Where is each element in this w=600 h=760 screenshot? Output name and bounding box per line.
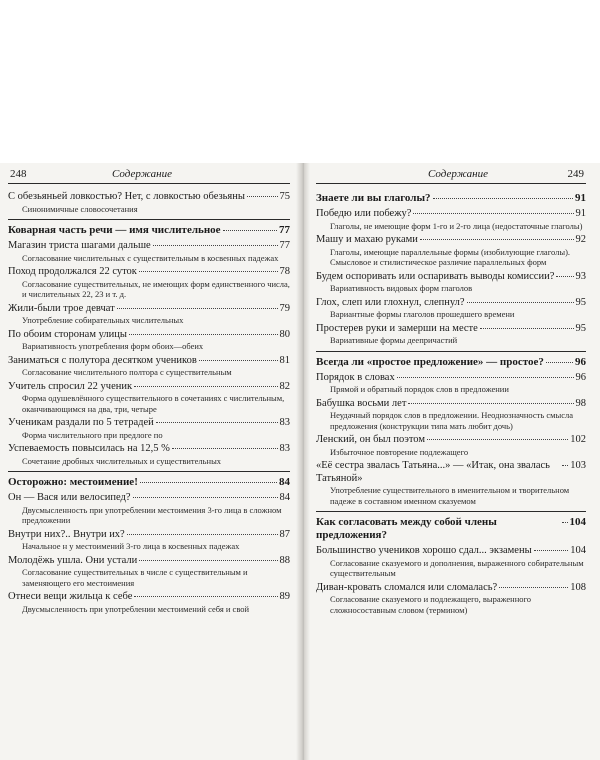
running-title-left: Содержание — [112, 168, 173, 180]
dot-leader — [534, 550, 569, 551]
toc-entry[interactable] — [316, 234, 586, 247]
toc-entry-page: 96 — [575, 355, 586, 368]
dot-leader — [134, 596, 277, 597]
toc-entry-page: 95 — [575, 322, 586, 334]
toc-entry-note: Согласование существительных, не имеющих форм единственного числа, и числительных 22, 23 и т. д. — [22, 278, 290, 299]
toc-entry-title: Учитель спросил 22 ученик — [8, 380, 133, 392]
toc-entry-page: 103 — [570, 460, 586, 471]
toc-section-heading[interactable] — [316, 192, 586, 205]
toc-entry[interactable] — [8, 591, 290, 604]
toc-entry[interactable] — [8, 492, 290, 505]
toc-entry-note: Употребление собирательных числительных — [22, 315, 184, 325]
toc-entry-title: Отнеси вещи жильца к себе — [8, 591, 133, 602]
toc-entry[interactable] — [316, 297, 586, 310]
toc-entry-note: Форма одушевлённого существительного в сочетаниях с числительным, оканчивающимся на два, три, четыре — [22, 393, 285, 414]
toc-entry-page: 104 — [569, 516, 586, 528]
toc-entry-note: Синонимичные словосочетания — [22, 203, 138, 214]
dot-leader — [134, 386, 277, 387]
toc-entry-note: Употребление существительного в именительном и творительном падеже в составном именном сказуемом — [330, 485, 570, 506]
toc-entry-title: Всегда ли «простое предложение» — простое? — [316, 355, 544, 368]
toc-entry-page: 108 — [570, 581, 586, 593]
toc-entry-page: 89 — [279, 591, 290, 602]
toc-section-heading[interactable] — [316, 356, 586, 369]
toc-entry[interactable] — [8, 555, 290, 568]
dot-leader — [397, 377, 574, 378]
section-divider — [8, 471, 290, 472]
dot-leader — [467, 302, 574, 303]
toc-entry[interactable] — [8, 240, 290, 253]
toc-entry-note: Двусмысленность при употреблении местоимения 3-го лица в сложном предложении — [22, 504, 282, 525]
toc-entry-page: 91 — [575, 208, 586, 219]
dot-leader — [408, 403, 573, 404]
toc-entry-title: Будем оспоривать или оспаривать выводы комиссии? — [316, 270, 555, 282]
toc-entry[interactable] — [8, 303, 290, 316]
toc-entry[interactable] — [316, 372, 586, 385]
dot-leader — [139, 560, 277, 561]
toc-entry-note: Согласование сказуемого и дополнения, выраженного собирательным существительным — [330, 557, 584, 578]
dot-leader — [562, 465, 568, 466]
toc-entry-note: Вариативные формы деепричастий — [330, 335, 458, 345]
toc-entry-title: Как согласовать между собой члены предложения? — [316, 516, 497, 541]
toc-entry-note: Согласование числительного полтора с существительным — [22, 367, 232, 377]
dot-leader — [117, 308, 278, 309]
toc-entry-note: Сочетание дробных числительных и существительных — [22, 455, 222, 466]
toc-entry-note: Прямой и обратный порядок слов в предложении — [330, 384, 509, 394]
dot-leader — [129, 334, 278, 335]
toc-entry-note: Согласование числительных с существительным в косвенных падежах — [22, 252, 279, 263]
toc-entry-title: Он — Вася или велосипед? — [8, 492, 131, 503]
section-divider — [316, 351, 586, 352]
toc-entry-title: Победю или побежу? — [316, 208, 412, 219]
dot-leader — [562, 522, 568, 523]
dot-leader — [427, 439, 568, 440]
toc-entry[interactable] — [8, 529, 290, 542]
toc-entry-title: Машу и махаю руками — [316, 234, 418, 245]
toc-entry-page: 92 — [575, 234, 586, 245]
toc-entry-note: Глаголы, имеющие параллельные формы (изобилующие глаголы). Смысловое и стилистическое различие параллельных форм — [330, 246, 571, 267]
toc-entry[interactable] — [8, 329, 290, 342]
right-page — [316, 167, 586, 615]
toc-list-left — [8, 184, 290, 614]
toc-entry[interactable] — [316, 582, 586, 595]
toc-entry-note: Неудачный порядок слов в предложении. Неоднозначность смысла предложения (конструкции типа мать любит дочь) — [330, 410, 574, 431]
page-number-right: 249 — [567, 168, 584, 180]
toc-entry-title: Молодёжь ушла. Они устали — [8, 554, 138, 566]
dot-leader — [199, 360, 278, 361]
dot-leader — [480, 328, 574, 329]
toc-entry-title: Осторожно: местоимение! — [8, 476, 138, 488]
toc-entry[interactable] — [316, 323, 586, 336]
dot-leader — [156, 422, 278, 423]
toc-entry-page: 102 — [570, 434, 586, 445]
toc-entry-title: Порядок в словах — [316, 371, 395, 383]
dot-leader — [172, 448, 278, 449]
toc-entry[interactable] — [316, 398, 586, 411]
toc-entry-note: Вариативность употребления форм обоих—обеих — [22, 341, 204, 351]
toc-entry-title: Ученикам раздали по 5 тетрадей — [8, 417, 154, 428]
toc-entry-title: Заниматься с полутора десятком учеников — [8, 354, 197, 366]
dot-leader — [247, 196, 278, 197]
toc-entry-page: 81 — [279, 354, 290, 366]
toc-entry-title: С обезьяньей ловкостью? Нет, с ловкостью обезьяны — [8, 191, 245, 202]
dot-leader — [556, 276, 573, 277]
toc-entry[interactable] — [8, 266, 290, 279]
toc-entry-page: 87 — [279, 528, 290, 540]
toc-entry-page: 95 — [575, 296, 586, 308]
dot-leader — [140, 482, 277, 483]
toc-entry-title: Магазин триста шагами дальше — [8, 240, 151, 251]
toc-section-heading[interactable] — [8, 476, 290, 489]
section-divider — [316, 511, 586, 512]
toc-entry[interactable] — [8, 381, 290, 394]
toc-entry-title: Большинство учеников хорошо сдал... экзамены — [316, 545, 532, 556]
toc-entry-page: 79 — [279, 302, 290, 314]
toc-entry[interactable] — [316, 208, 586, 221]
toc-section-heading[interactable] — [8, 224, 290, 237]
running-title-right: Содержание — [428, 168, 489, 180]
toc-entry-page: 104 — [570, 545, 586, 556]
toc-list-right — [316, 184, 586, 615]
toc-entry[interactable] — [8, 191, 290, 204]
toc-entry-page: 77 — [279, 240, 290, 251]
dot-leader — [546, 362, 573, 363]
page-number-left: 248 — [10, 168, 27, 180]
toc-entry-page: 93 — [575, 270, 586, 282]
dot-leader — [420, 239, 574, 240]
dot-leader — [139, 271, 278, 272]
toc-entry[interactable] — [316, 460, 586, 485]
toc-entry-note: Вариантные формы глаголов прошедшего времени — [330, 309, 515, 319]
toc-entry-page: 84 — [279, 492, 290, 503]
toc-entry[interactable] — [316, 434, 586, 447]
left-running-head — [8, 167, 290, 184]
toc-entry-title: Успеваемость повысилась на 12,5 % — [8, 443, 170, 454]
toc-entry-title: Глох, слеп или глохнул, слепнул? — [316, 296, 465, 308]
toc-entry-page: 84 — [279, 476, 290, 488]
toc-entry-page: 77 — [279, 224, 290, 236]
toc-entry-note: Начальное н у местоимений 3-го лица в косвенных падежах — [22, 541, 240, 551]
toc-entry-page: 98 — [575, 397, 586, 409]
toc-entry-title: Коварная часть речи — имя числительное — [8, 224, 221, 236]
toc-entry-title: Ленский, он был поэтом — [316, 434, 425, 445]
toc-entry-title: По обоим сторонам улицы — [8, 328, 127, 340]
toc-entry-note: Двусмысленность при употреблении местоимений себя и свой — [22, 603, 250, 614]
toc-entry[interactable] — [316, 271, 586, 284]
toc-entry-page: 83 — [279, 417, 290, 428]
toc-entry-page: 75 — [279, 191, 290, 202]
book-gutter — [296, 163, 310, 760]
toc-entry-title: Бабушка восьми лет — [316, 397, 407, 409]
toc-entry-page: 82 — [279, 380, 290, 392]
toc-entry-note: Вариативность видовых форм глаголов — [330, 283, 473, 293]
dot-leader — [133, 497, 278, 498]
toc-entry-page: 91 — [575, 192, 586, 204]
dot-leader — [413, 213, 573, 214]
dot-leader — [153, 245, 278, 246]
toc-entry[interactable] — [8, 443, 290, 456]
toc-entry-page: 80 — [279, 328, 290, 340]
toc-entry-note: Согласование существительных в числе с существительным и заменяющего его местоимения — [22, 567, 248, 588]
toc-entry-note: Глаголы, не имеющие форм 1-го и 2-го лица (недостаточные глаголы) — [330, 220, 583, 231]
toc-entry-title: Простерев руки и замерши на месте — [316, 322, 478, 334]
dot-leader — [499, 587, 568, 588]
toc-entry-note: Избыточное повторение подлежащего — [330, 446, 469, 457]
toc-entry-title: «Её сестра звалась Татьяна...» — «Итак, она звалась Татьяной» — [316, 460, 550, 484]
toc-entry-title: Поход продолжался 22 суток — [8, 266, 137, 277]
dot-leader — [127, 534, 278, 535]
toc-entry-title: Диван-кровать сломался или сломалась? — [316, 581, 498, 593]
dot-leader — [433, 198, 573, 199]
toc-entry[interactable] — [316, 545, 586, 558]
dot-leader — [223, 230, 277, 231]
toc-entry-page: 96 — [575, 371, 586, 383]
right-running-head — [316, 167, 586, 184]
toc-entry-title: Жили-были трое девчат — [8, 302, 115, 314]
toc-entry-page: 83 — [279, 443, 290, 454]
toc-entry[interactable] — [8, 417, 290, 430]
toc-section-heading[interactable] — [316, 516, 586, 542]
toc-entry-note: Форма числительного при предлоге по — [22, 429, 163, 440]
toc-entry-page: 88 — [279, 554, 290, 566]
toc-entry[interactable] — [8, 355, 290, 368]
toc-entry-page: 78 — [279, 266, 290, 277]
toc-entry-note: Согласование сказуемого и подлежащего, выраженного сложносоставным словом (термином) — [330, 594, 532, 615]
toc-entry-title: Знаете ли вы глаголы? — [316, 192, 431, 204]
left-page — [8, 167, 290, 614]
toc-entry-title: Внутри них?.. Внутри их? — [8, 528, 125, 540]
section-divider — [8, 219, 290, 220]
